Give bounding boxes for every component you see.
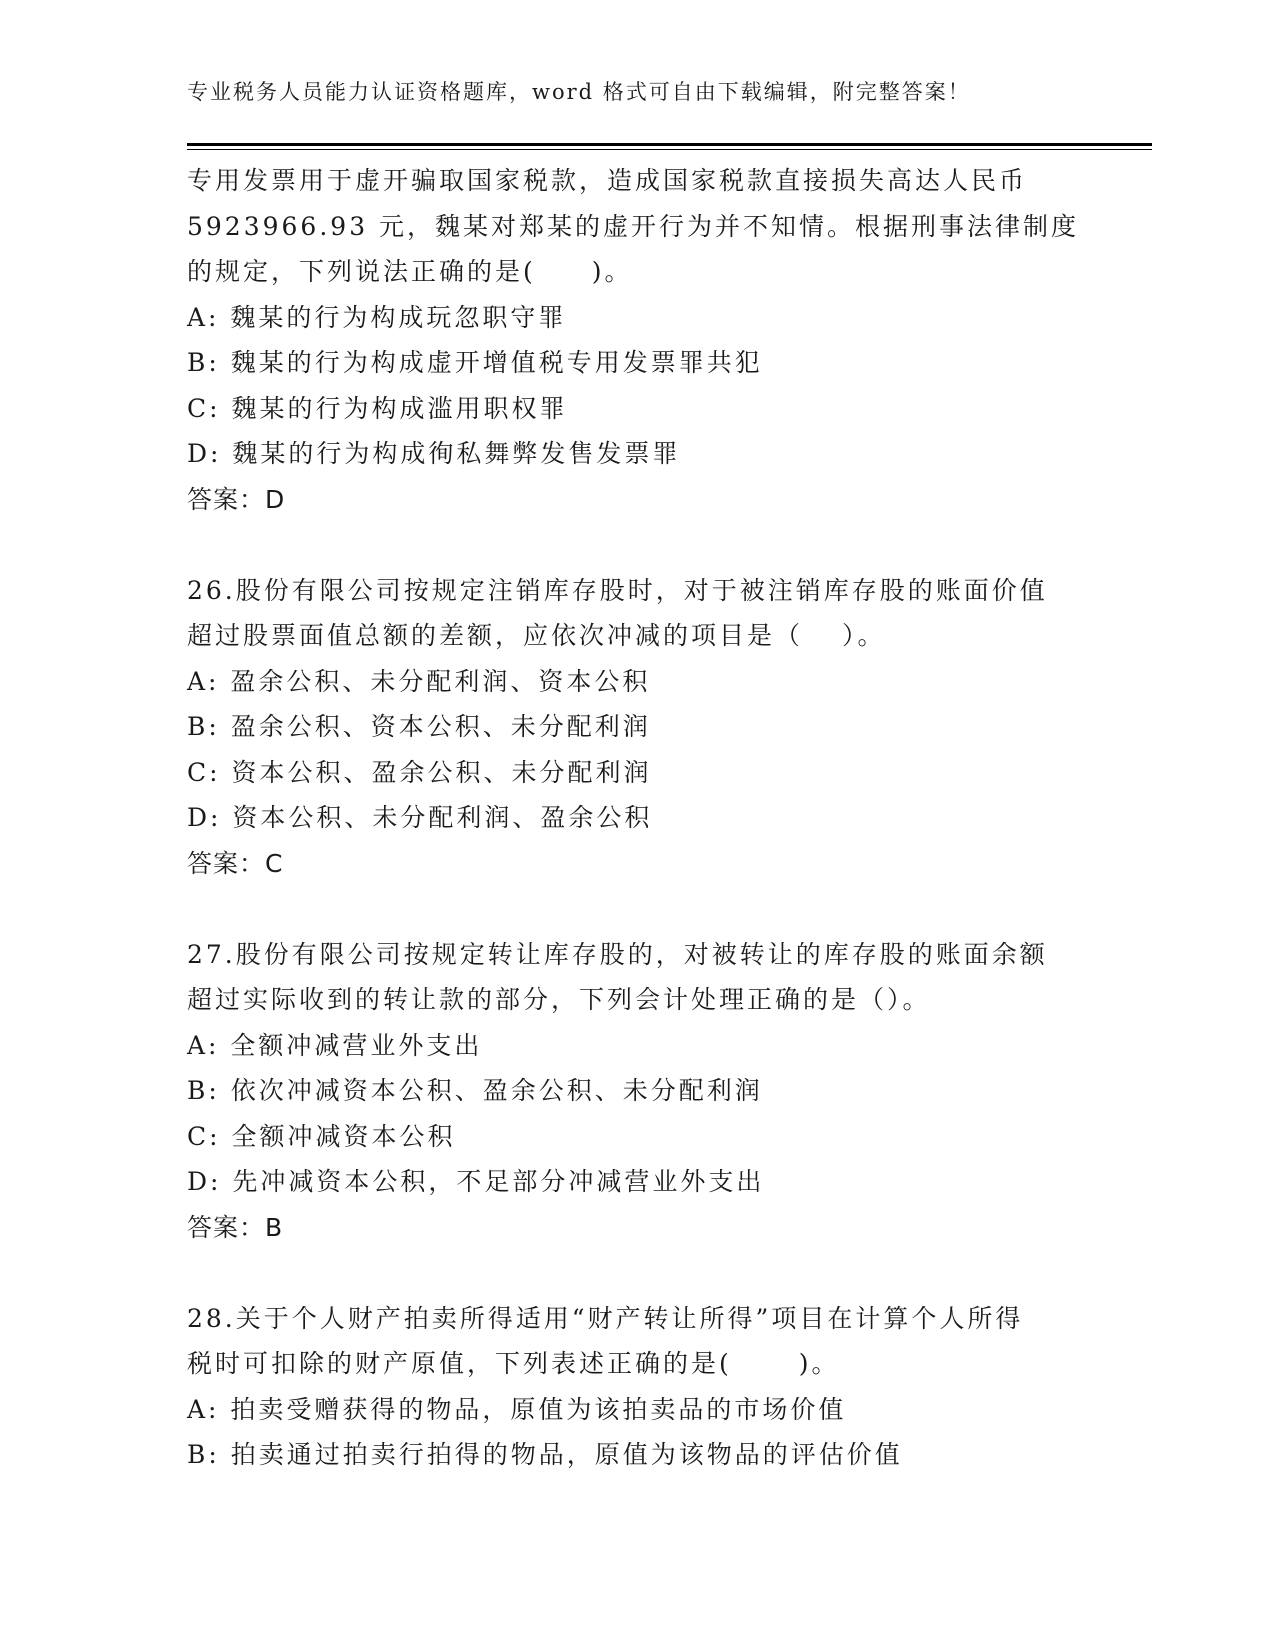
- question-stem-line: 27.股份有限公司按规定转让库存股的，对被转让的库存股的账面余额: [187, 939, 1048, 969]
- question-stem-line: 5923966.93 元，魏某对郑某的虚开行为并不知情。根据刑事法律制度: [187, 211, 1080, 241]
- option-a: A: 拍卖受赠获得的物品，原值为该拍卖品的市场价值: [187, 1394, 847, 1424]
- header-rule-thick: [187, 143, 1152, 146]
- option-a: A: 魏某的行为构成玩忽职守罪: [187, 302, 567, 332]
- header-rule-thin: [187, 149, 1152, 150]
- question-27: [187, 932, 1147, 1251]
- option-a: A: 全额冲减营业外支出: [187, 1030, 483, 1060]
- option-b: B: 魏某的行为构成虚开增值税专用发票罪共犯: [187, 348, 763, 377]
- option-d: D: 资本公积、未分配利润、盈余公积: [187, 803, 653, 832]
- question-stem-line: 的规定，下列说法正确的是( )。: [187, 257, 633, 286]
- answer: 答案：D: [187, 484, 286, 514]
- question-stem-line: 专用发票用于虚开骗取国家税款，造成国家税款直接损失高达人民币: [187, 166, 1028, 195]
- option-c: C: 魏某的行为构成滥用职权罪: [187, 393, 568, 423]
- question-stem-line: 28.关于个人财产拍卖所得适用“财产转让所得”项目在计算个人所得: [187, 1303, 1024, 1333]
- question-28: [187, 1296, 1147, 1478]
- spacer: [187, 522, 1147, 568]
- page-header: 专业税务人员能力认证资格题库，word 格式可自由下载编辑，附完整答案！: [187, 80, 971, 104]
- spacer: [187, 886, 1147, 932]
- question-content: [187, 158, 1147, 1478]
- question-25: [187, 158, 1147, 522]
- option-b: B: 盈余公积、资本公积、未分配利润: [187, 712, 651, 741]
- option-b: B: 依次冲减资本公积、盈余公积、未分配利润: [187, 1076, 763, 1105]
- answer: 答案：B: [187, 1212, 284, 1242]
- question-stem-line: 超过实际收到的转让款的部分，下列会计处理正确的是（）。: [187, 985, 931, 1014]
- question-stem-line: 税时可扣除的财产原值，下列表述正确的是( )。: [187, 1349, 840, 1378]
- option-c: C: 全额冲减资本公积: [187, 1121, 456, 1151]
- option-d: D: 魏某的行为构成徇私舞弊发售发票罪: [187, 439, 681, 468]
- question-stem-line: 超过股票面值总额的差额，应依次冲减的项目是（ ）。: [187, 621, 886, 650]
- option-d: D: 先冲减资本公积，不足部分冲减营业外支出: [187, 1167, 765, 1196]
- question-26: [187, 568, 1147, 887]
- question-stem-line: 26.股份有限公司按规定注销库存股时，对于被注销库存股的账面价值: [187, 575, 1048, 605]
- option-b: B: 拍卖通过拍卖行拍得的物品，原值为该物品的评估价值: [187, 1440, 903, 1469]
- option-a: A: 盈余公积、未分配利润、资本公积: [187, 666, 651, 696]
- answer: 答案：C: [187, 848, 284, 878]
- option-c: C: 资本公积、盈余公积、未分配利润: [187, 757, 652, 787]
- spacer: [187, 1250, 1147, 1296]
